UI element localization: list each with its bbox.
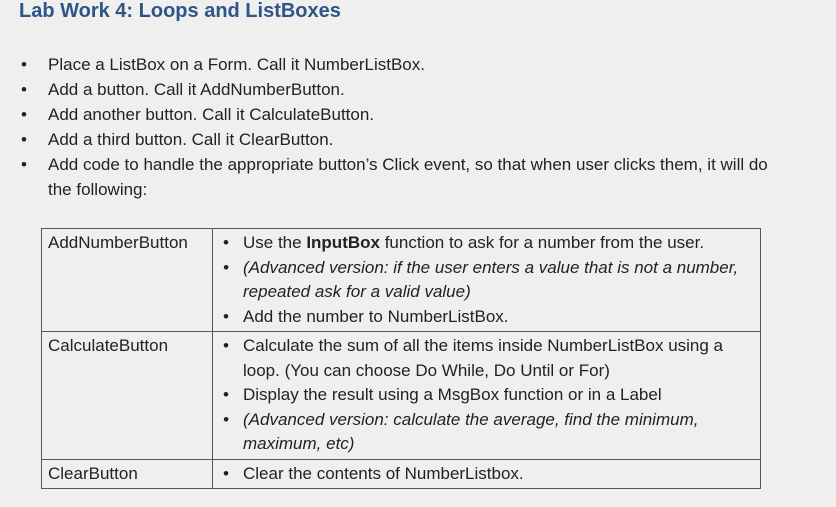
- bullet-icon: •: [21, 105, 27, 124]
- button-behavior-table: [41, 228, 761, 489]
- bullet-icon: •: [21, 130, 27, 149]
- instruction-list: [0, 52, 836, 202]
- table-row: [42, 332, 761, 460]
- behavior-item: • Calculate the sum of all the items inside NumberListBox using a loop. (You can choose Do While, Do Until or For): [223, 336, 724, 380]
- bullet-icon: •: [223, 336, 229, 355]
- bullet-icon: •: [21, 55, 27, 74]
- list-item-text: Add a third button. Call it ClearButton.: [48, 130, 334, 149]
- behavior-cell: [213, 332, 761, 460]
- button-name-cell: CalculateButton: [42, 332, 213, 460]
- bullet-icon: •: [21, 155, 27, 174]
- list-item: [0, 127, 788, 152]
- behavior-item: • Clear the contents of NumberListbox.: [219, 462, 754, 487]
- behavior-cell: [213, 459, 761, 489]
- behavior-item: • Display the result using a MsgBox function or in a Label: [219, 383, 754, 408]
- list-item-text: Add code to handle the appropriate button’s Click event, so that when user clicks them, it will do the following:: [48, 155, 768, 199]
- button-name-cell: AddNumberButton: [42, 229, 213, 332]
- list-item: [0, 102, 788, 127]
- list-item: [0, 152, 788, 202]
- list-item-text: Place a ListBox on a Form. Call it NumberListBox.: [48, 55, 425, 74]
- list-item-text: Add another button. Call it CalculateButton.: [48, 105, 375, 124]
- bullet-icon: •: [223, 233, 229, 252]
- inputbox-keyword: InputBox: [306, 233, 380, 252]
- bullet-icon: •: [223, 385, 229, 404]
- list-item: [0, 77, 788, 102]
- bullet-icon: •: [223, 463, 229, 483]
- table-row: [42, 229, 761, 332]
- table-row: [42, 459, 761, 489]
- bullet-icon: •: [223, 257, 229, 277]
- bullet-icon: •: [223, 409, 229, 429]
- list-item: [0, 52, 788, 77]
- list-item-text: Add a button. Call it AddNumberButton.: [48, 80, 345, 99]
- behavior-item: • Use the InputBox function to ask for a number from the user.: [219, 231, 754, 256]
- behavior-item: • Add the number to NumberListBox.: [219, 305, 754, 330]
- page-title: Lab Work 4: Loops and ListBoxes: [19, 0, 341, 22]
- button-name-cell: ClearButton: [42, 459, 213, 489]
- bullet-icon: •: [21, 80, 27, 99]
- behavior-item: • (Advanced version: calculate the average, find the minimum, maximum, etc): [223, 409, 699, 453]
- behavior-item: • (Advanced version: if the user enters a value that is not a number, repeated ask for a valid value): [223, 257, 739, 301]
- behavior-cell: [213, 229, 761, 332]
- bullet-icon: •: [223, 306, 229, 326]
